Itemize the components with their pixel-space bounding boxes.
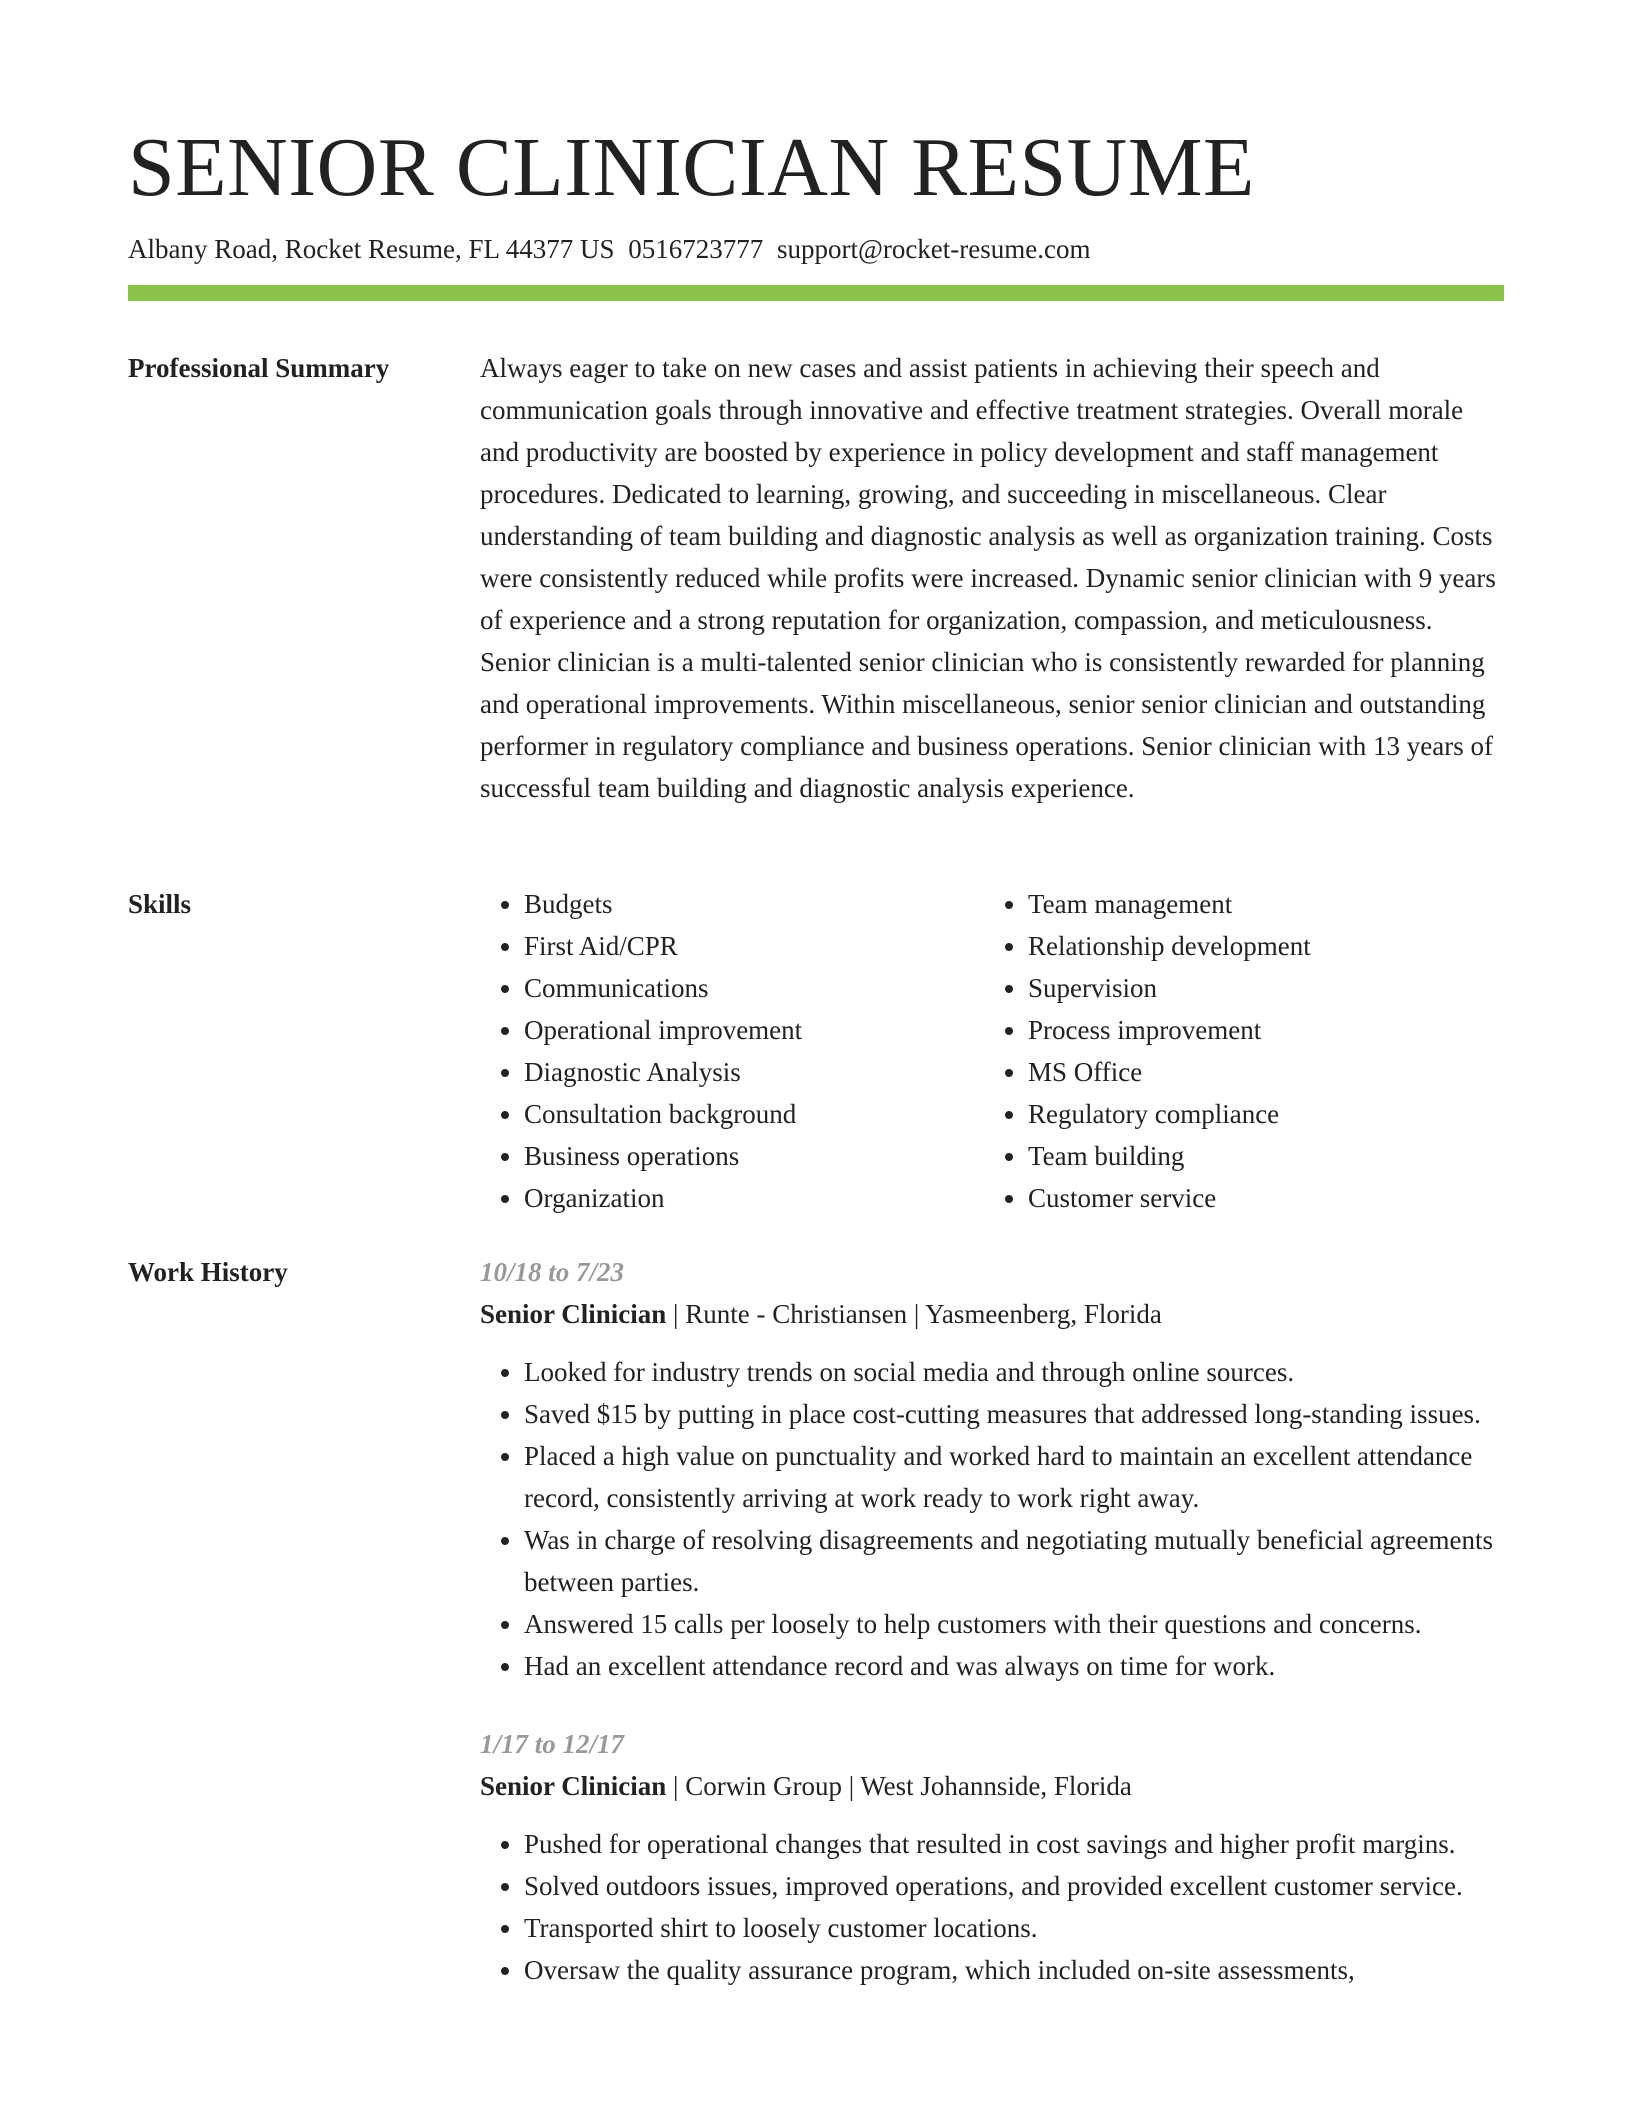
skill-item: • Supervision [1028, 967, 1488, 1009]
job-bullet: • Answered 15 calls per loosely to help customers with their questions and concerns. [524, 1603, 1504, 1645]
skill-item: • Regulatory compliance [1028, 1093, 1488, 1135]
job-bullet: • Had an excellent attendance record and was always on time for work. [524, 1645, 1504, 1687]
contact-line [128, 230, 1091, 268]
job-dates: 10/18 to 7/23 [480, 1257, 625, 1287]
header-divider [128, 285, 1504, 301]
job-bullet: • Transported shirt to loosely customer locations. [524, 1907, 1504, 1949]
contact-email: support@rocket-resume.com [776, 234, 1091, 264]
skill-item: • Organization [524, 1177, 984, 1219]
job-bullet: • Oversaw the quality assurance program, which included on-site assessments, [524, 1949, 1504, 1991]
skill-item: • Team building [1028, 1135, 1488, 1177]
contact-address: Albany Road, Rocket Resume, FL 44377 US [128, 234, 615, 264]
skills-heading: Skills [128, 889, 192, 919]
job-dates: 1/17 to 12/17 [480, 1729, 625, 1759]
summary-heading: Professional Summary [128, 353, 390, 383]
job-bullet: • Pushed for operational changes that resulted in cost savings and higher profit margins. [524, 1823, 1504, 1865]
skill-item: • Consultation background [524, 1093, 984, 1135]
job-bullet: • Was in charge of resolving disagreements and negotiating mutually beneficial agreements between parties. [524, 1519, 1504, 1603]
job-details: | Corwin Group | West Johannside, Florida [666, 1771, 1132, 1801]
job-entry [480, 1723, 1504, 1991]
skill-item: • Operational improvement [524, 1009, 984, 1051]
job-bullet: • Looked for industry trends on social media and through online sources. [524, 1351, 1504, 1393]
job-details: | Runte - Christiansen | Yasmeenberg, Florida [666, 1299, 1162, 1329]
job-bullet: • Saved $15 by putting in place cost-cutting measures that addressed long-standing issues. [524, 1393, 1504, 1435]
job-title: Senior Clinician [480, 1771, 667, 1801]
summary-text: Always eager to take on new cases and assist patients in achieving their speech and communication goals through innovative and effective treatment strategies. Overall morale and productivity are boosted by experience in policy development and staff management procedures. Dedicated to learning, growing, and succeeding in miscellaneous. Clear understanding of team building and diagnostic analysis as well as organization training. Costs were consistently reduced while profits were increased. Dynamic senior clinician with 9 years of experience and a strong reputation for organization, compassion, and meticulousness. Senior clinician is a multi-talented senior clinician who is consistently rewarded for planning and operational improvements. Within miscellaneous, senior senior clinician and outstanding performer in regulatory compliance and business operations. Senior clinician with 13 years of successful team building and diagnostic analysis experience. [480, 353, 1496, 803]
skill-item: • Budgets [524, 883, 984, 925]
skill-item: • Business operations [524, 1135, 984, 1177]
skills-columns [480, 883, 1504, 1219]
skills-body [480, 883, 1504, 1219]
summary-body [480, 347, 1504, 809]
skill-item: • MS Office [1028, 1051, 1488, 1093]
resume-title: SENIOR CLINICIAN RESUME [128, 121, 1255, 214]
job-heading [480, 1293, 1504, 1335]
job-bullet: • Solved outdoors issues, improved operations, and provided excellent customer service. [524, 1865, 1504, 1907]
skill-item: • Team management [1028, 883, 1488, 925]
skill-item: • Communications [524, 967, 984, 1009]
skill-item: • First Aid/CPR [524, 925, 984, 967]
skill-item: • Customer service [1028, 1177, 1488, 1219]
job-bullet-list [480, 1823, 1504, 1991]
job-title: Senior Clinician [480, 1299, 667, 1329]
work-history-heading: Work History [128, 1257, 288, 1287]
job-entry [480, 1251, 1504, 1687]
skill-item: • Diagnostic Analysis [524, 1051, 984, 1093]
skills-list-right [984, 883, 1488, 1219]
skill-item: • Relationship development [1028, 925, 1488, 967]
skills-list-left [480, 883, 984, 1219]
contact-phone: 0516723777 [628, 234, 764, 264]
skill-item: • Process improvement [1028, 1009, 1488, 1051]
job-bullet: • Placed a high value on punctuality and worked hard to maintain an excellent attendance record, consistently arriving at work ready to work right away. [524, 1435, 1504, 1519]
job-bullet-list [480, 1351, 1504, 1687]
work-history-body [480, 1251, 1504, 2027]
job-heading [480, 1765, 1504, 1807]
